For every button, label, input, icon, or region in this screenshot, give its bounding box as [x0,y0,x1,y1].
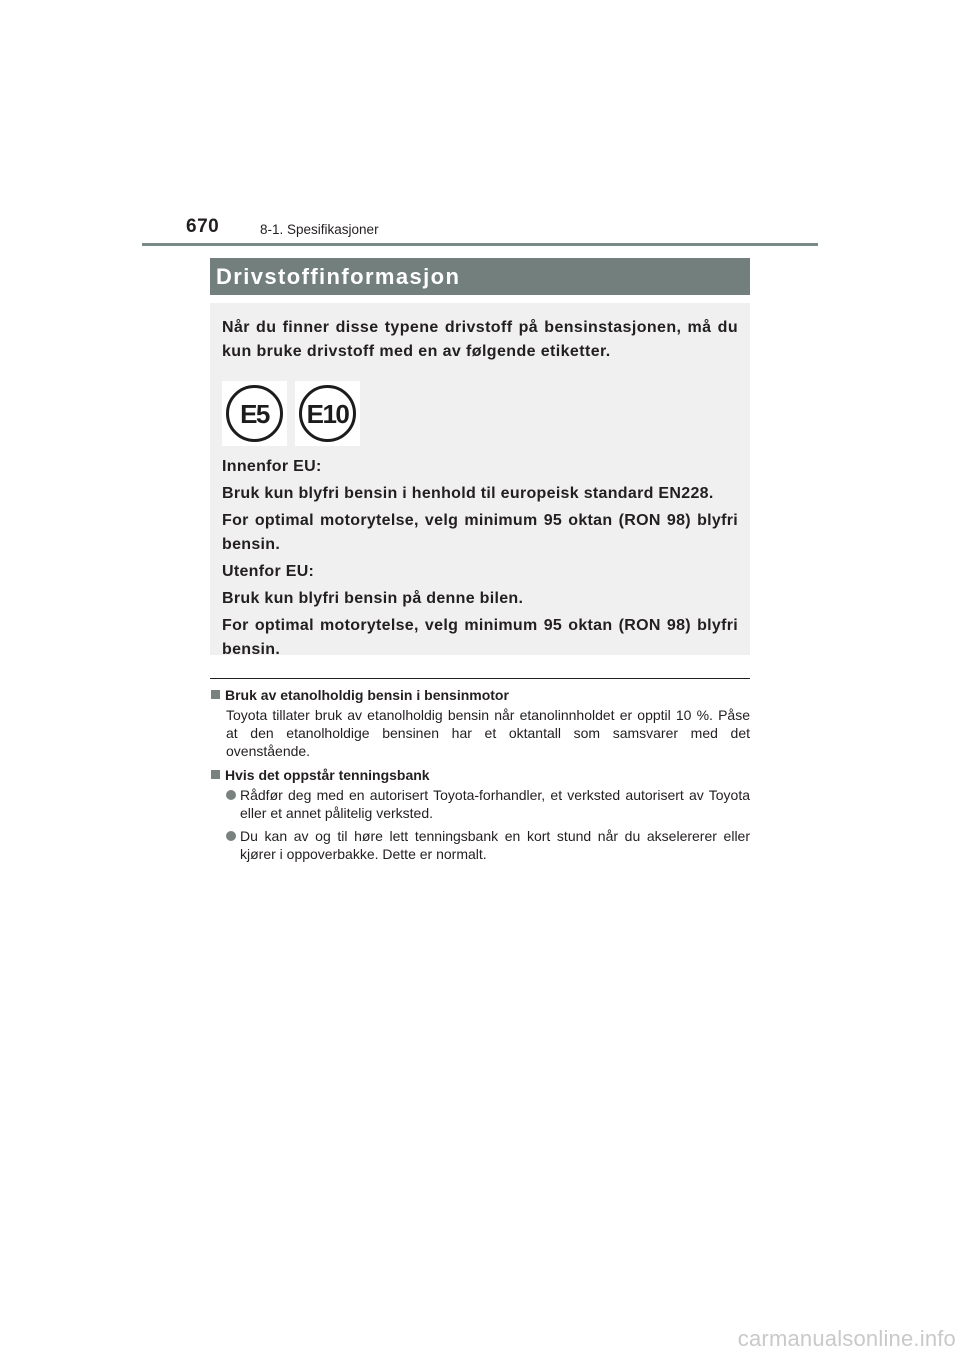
page-number: 670 [186,216,220,237]
fuel-label-e10-text: E10 [306,398,349,429]
breadcrumb: 8-1. Spesifikasjoner [260,222,379,237]
e5-label-icon [226,385,283,442]
section-title: Drivstoffinformasjon [216,263,461,289]
eu-heading: Innenfor EU: [222,458,322,475]
fuel-label-e10 [295,381,360,446]
square-bullet-icon [211,770,220,779]
eu-octane-text: For optimal motorytelse, velg minimum 95 oktan (RON 98) blyfri bensin. [222,512,738,553]
square-bullet-icon [211,690,220,699]
header-rule [142,243,818,246]
ethanol-note-title: Bruk av etanolholdig bensin i bensinmotor [225,687,509,703]
fuel-info-box [210,303,750,658]
fuel-info-intro: Når du finner disse typene drivstoff på bensinstasjonen, må du kun bruke drivstoff med en av følgende etiketter. [222,319,738,360]
ethanol-note-heading [211,686,750,704]
eu-standard-text: Bruk kun blyfri bensin i henhold til europeisk standard EN228. [222,485,714,502]
knocking-bullet-2-text: Du kan av og til høre lett tenningsbank en kort stund når du akselererer eller kjører i oppoverbakke. Dette er normalt. [240,828,750,862]
knocking-bullet-1-text: Rådfør deg med en autorisert Toyota-forhandler, et verksted autorisert av Toyota eller et annet pålitelig verksted. [240,787,750,821]
circle-bullet-icon [226,790,236,800]
circle-bullet-icon [226,831,236,841]
watermark: carmanualsonline.info [737,1326,956,1351]
ethanol-note-body: Toyota tillater bruk av etanolholdig bensin når etanolinnholdet er opptil 10 %. Påse at den etanolholdige bensinen har et oktantall som samsvarer med det ovenstående. [226,707,750,759]
fuel-label-e5-text: E5 [240,398,269,429]
non-eu-unleaded-text: Bruk kun blyfri bensin på denne bilen. [222,590,524,607]
knocking-note-title: Hvis det oppstår tenningsbank [225,767,430,783]
fuel-label-e5 [222,381,287,446]
notes-divider [210,678,750,679]
non-eu-octane-text: For optimal motorytelse, velg minimum 95 oktan (RON 98) blyfri bensin. [222,617,738,658]
section-title-bar [210,258,750,295]
e10-label-icon [299,385,356,442]
knocking-note-heading [211,766,750,784]
fuel-labels [222,381,738,446]
notes-section [211,686,750,868]
knocking-bullet-2 [226,827,750,863]
knocking-bullet-1 [226,786,750,822]
non-eu-heading: Utenfor EU: [222,563,315,580]
